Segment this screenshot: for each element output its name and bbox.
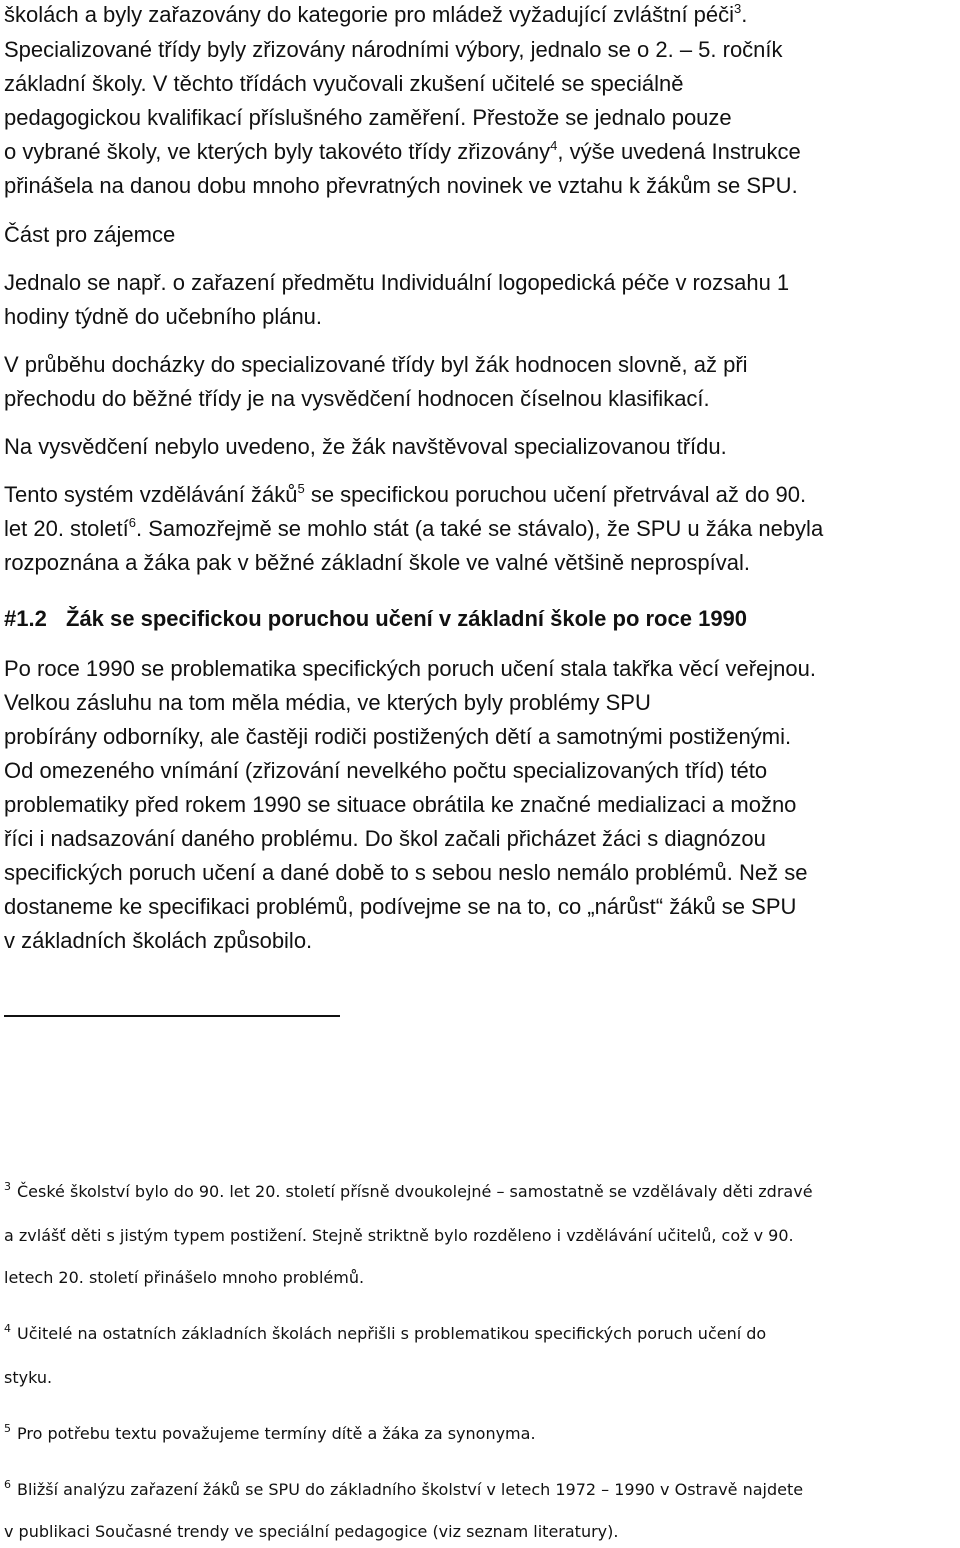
footnote-line: a zvlášť děti s jistým typem postižení. Stejně striktně bylo rozděleno i vzdělávání učitelů, což v 90. bbox=[4, 1226, 794, 1245]
footnote-line: $^5$ Pro potřebu textu považujeme termíny dítě a žáka za synonyma. bbox=[4, 1422, 536, 1443]
section-line: Velkou zásluhu na tom měla média, ve kterých byly problémy SPU bbox=[4, 690, 651, 715]
body-line: Specializované třídy byly zřizovány národními výbory, jednalo se o 2. – 5. ročník bbox=[4, 37, 783, 62]
body-line: Na vysvědčení nebylo uvedeno, že žák navštěvoval specializovanou třídu. bbox=[4, 434, 727, 459]
body-line: Jednalo se např. o zařazení předmětu Individuální logopedická péče v rozsahu 1 bbox=[4, 270, 790, 295]
section-line: dostaneme ke specifikaci problémů, podívejme se na to, co „nárůst“ žáků se SPU bbox=[4, 894, 797, 919]
section-number: #1.2 bbox=[4, 606, 47, 631]
footnote-line: $^4$ Učitelé na ostatních základních školách nepřišli s problematikou specifických poruch učení do bbox=[4, 1322, 767, 1343]
footnote-number: 4 bbox=[4, 1322, 11, 1335]
section-heading bbox=[4, 606, 747, 632]
footnote-line: letech 20. století přinášelo mnoho problémů. bbox=[4, 1268, 365, 1287]
footnote-number: 5 bbox=[4, 1422, 11, 1435]
section-title: Žák se specifickou poruchou učení v základní škole po roce 1990 bbox=[66, 606, 748, 631]
footnote-separator bbox=[4, 1015, 340, 1017]
body-line: rozpoznána a žáka pak v běžné základní škole ve valné většině neprospíval. bbox=[4, 550, 751, 575]
body-line: let 20. století$^6$. Samozřejmě se mohlo stát (a také se stávalo), že SPU u žáka nebyla bbox=[4, 515, 824, 541]
section-line: v základních školách způsobilo. bbox=[4, 928, 313, 953]
section-line: problematiky před rokem 1990 se situace obrátila ke značné medializaci a možno bbox=[4, 792, 797, 817]
body-line: Tento systém vzdělávání žáků$^5$ se specifickou poruchou učení přetrvával až do 90. bbox=[4, 481, 807, 507]
section-line: Od omezeného vnímání (zřizování nevelkého počtu specializovaných tříd) této bbox=[4, 758, 768, 783]
footnote-ref: 4 bbox=[550, 138, 558, 153]
footnote-ref: 6 bbox=[128, 515, 136, 530]
body-line: školách a byly zařazovány do kategorie pro mládež vyžadující zvláštní péči$^3$. bbox=[4, 1, 748, 27]
section-line: specifických poruch učení a dané době to s sebou neslo nemálo problémů. Než se bbox=[4, 860, 808, 885]
body-line: pedagogickou kvalifikací příslušného zaměření. Přestože se jednalo pouze bbox=[4, 105, 732, 130]
body-line: o vybrané školy, ve kterých byly takovéto třídy zřizovány$^4$, výše uvedená Instrukce bbox=[4, 138, 801, 164]
sidebar-note-title: Část pro zájemce bbox=[4, 222, 176, 247]
section-line: říci i nadsazování daného problému. Do škol začali přicházet žáci s diagnózou bbox=[4, 826, 766, 851]
section-line: Po roce 1990 se problematika specifických poruch učení stala takřka věcí veřejnou. bbox=[4, 656, 816, 681]
body-line: základní školy. V těchto třídách vyučovali zkušení učitelé se speciálně bbox=[4, 71, 684, 96]
footnote-ref: 5 bbox=[297, 481, 305, 496]
footnote-number: 6 bbox=[4, 1478, 11, 1491]
body-line: V průběhu docházky do specializované třídy byl žák hodnocen slovně, až při bbox=[4, 352, 748, 377]
footnote-line: v publikaci Současné trendy ve speciální pedagogice (viz seznam literatury). bbox=[4, 1522, 619, 1541]
footnote-line: $^3$ České školství bylo do 90. let 20. století přísně dvoukolejné – samostatně se vzdělávaly děti zdravé bbox=[4, 1180, 813, 1201]
body-line: přechodu do běžné třídy je na vysvědčení hodnocen číselnou klasifikací. bbox=[4, 386, 710, 411]
body-line: hodiny týdně do učebního plánu. bbox=[4, 304, 323, 329]
footnote-ref: 3 bbox=[734, 1, 742, 16]
footnote-number: 3 bbox=[4, 1180, 11, 1193]
footnote-line: $^6$ Bližší analýzu zařazení žáků se SPU do základního školství v letech 1972 – 1990 v Ostravě najdete bbox=[4, 1478, 804, 1499]
footnote-line: styku. bbox=[4, 1368, 53, 1387]
body-line: přinášela na danou dobu mnoho převratných novinek ve vztahu k žákům se SPU. bbox=[4, 173, 798, 198]
section-line: probírány odborníky, ale častěji rodiči postižených dětí a samotnými postiženými. bbox=[4, 724, 792, 749]
